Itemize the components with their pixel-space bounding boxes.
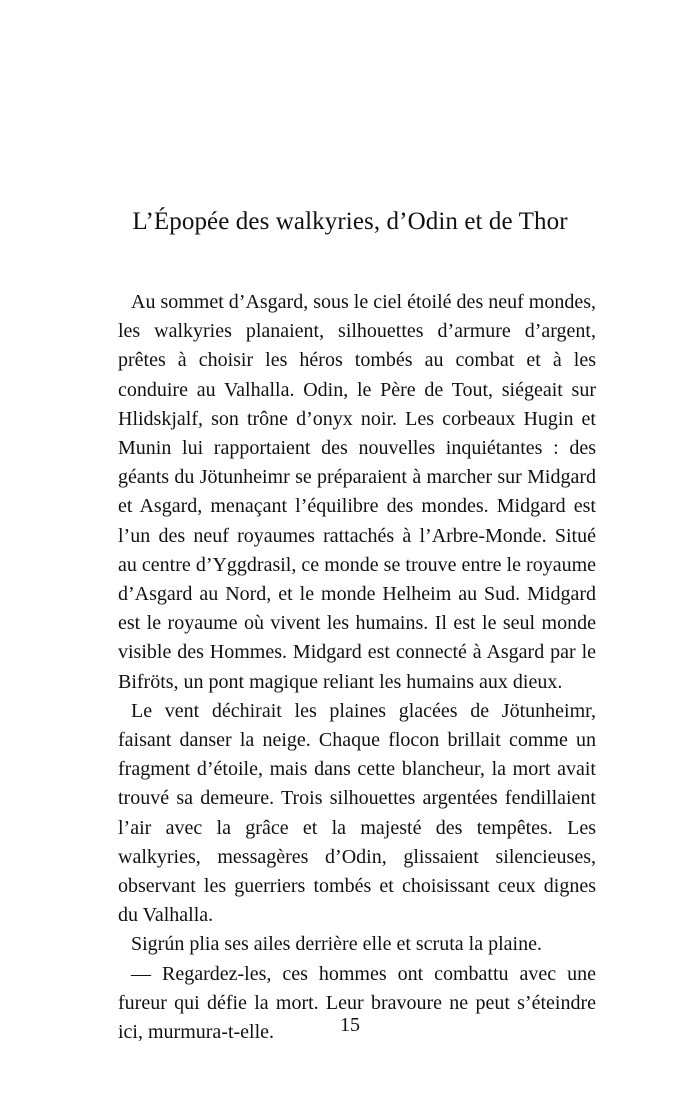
chapter-title: L’Épopée des walkyries, d’Odin et de Thor (132, 208, 568, 235)
page-number: 15 (340, 1014, 360, 1036)
paragraph: Sigrún plia ses ailes derrière elle et scruta la plaine. (131, 933, 542, 956)
chapter-body (118, 288, 596, 1047)
paragraph: Au sommet d’Asgard, sous le ciel étoilé des neuf mondes, les walkyries planaient, silhouettes d’armure d’argent, prêtes à choisir les héros tombés au combat et à les conduire au Valhalla. Odin, le Père de Tout, siégeait sur Hlidskjalf, son trône d’onyx noir. Les corbeaux Hugin et Munin lui rapportaient des nouvelles inquiétantes : des géants du Jötunheimr se préparaient à marcher sur Midgard et Asgard, menaçant l’équilibre des mondes. Midgard est l’un des neuf royaumes rattachés à l’Arbre-Monde. Situé au centre d’Yggdrasil, ce monde se trouve entre le royaume d’Asgard au Nord, et le monde Helheim au Sud. Midgard est le royaume où vivent les humains. Il est le seul monde visible des Hommes. Midgard est connecté à Asgard par le Bifröts, un pont magique reliant les humains aux dieux. (118, 291, 596, 693)
paragraph: — Regardez-les, ces hommes ont combattu avec une fureur qui défie la mort. Leur bravoure ne peut s’éteindre ici, murmura-t-elle. (118, 962, 596, 1044)
paragraph: Le vent déchirait les plaines glacées de Jötunheimr, faisant danser la neige. Chaque flocon brillait comme un fragment d’étoile, mais dans cette blancheur, la mort avait trouvé sa demeure. Trois silhouettes argentées fendillaient l’air avec la grâce et la majesté des tempêtes. Les walkyries, messagères d’Odin, glissaient silencieuses, observant les guerriers tombés et choisissant ceux dignes du Valhalla. (118, 699, 596, 927)
